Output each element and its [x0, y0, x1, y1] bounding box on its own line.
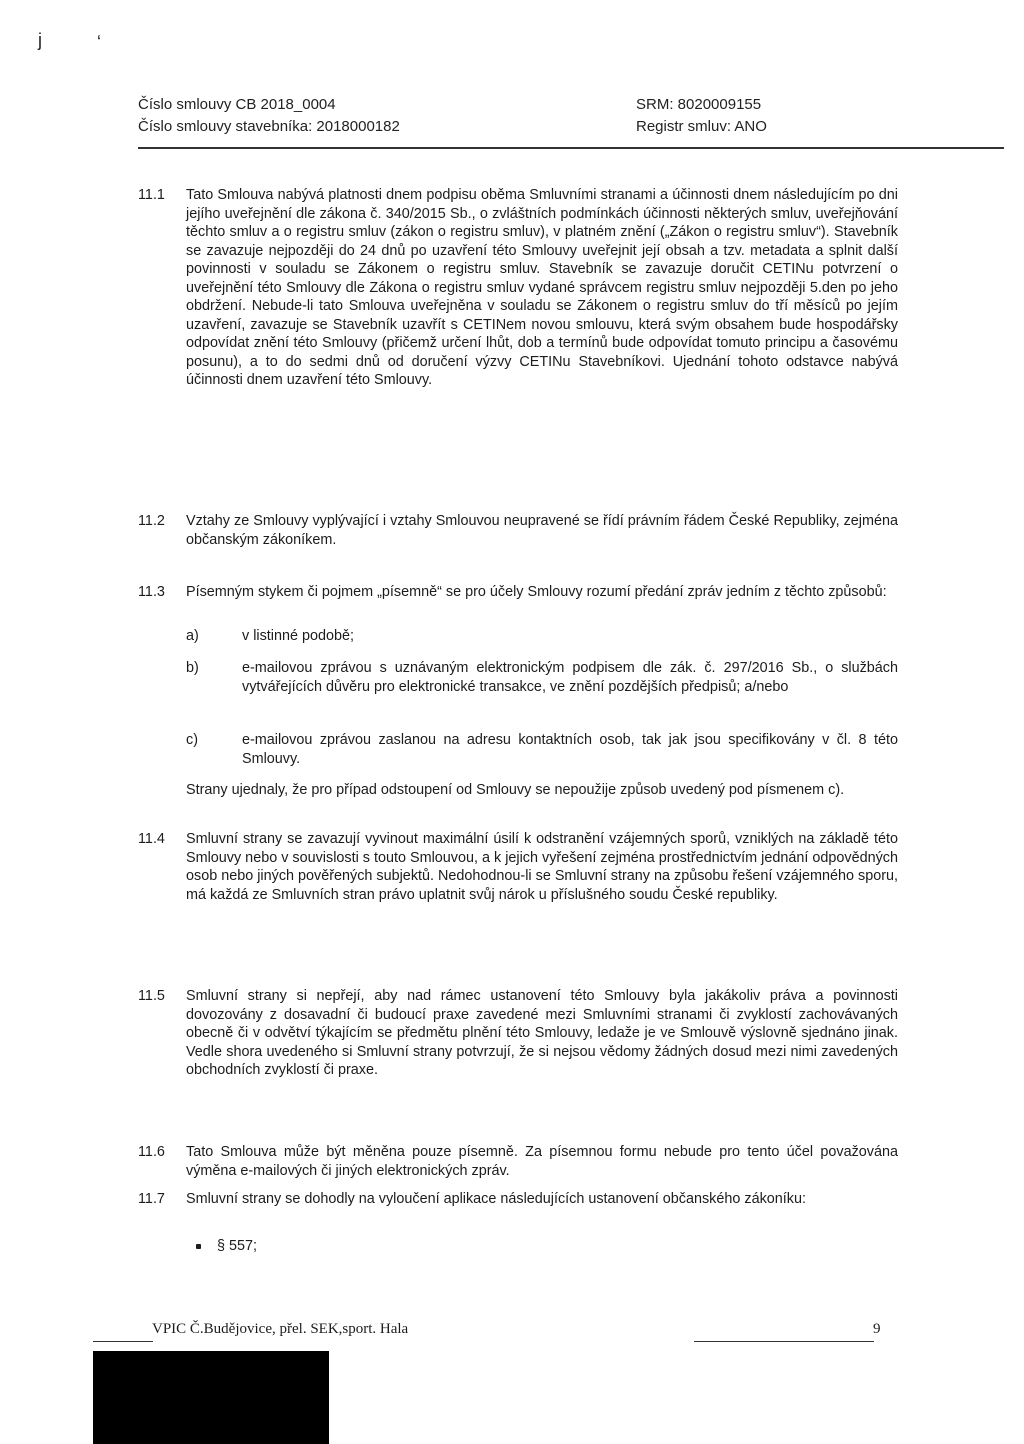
list-item-label: b)	[186, 660, 199, 676]
clause-text: Tato Smlouva nabývá platnosti dnem podpisu oběma Smluvními stranami a účinnosti dnem následujícím po dni jejího uveřejnění dle zákona č. 340/2015 Sb., o zvláštních podmínkách účinnosti některých smluv, uveřejňování těchto smluv a o registru smluv (zákon o registru smluv), v platném znění („Zákon o registru smluv“). Stavebník se zavazuje nejpozději do 24 dnů po uzavření této Smlouvy uveřejnit její obsah a tzv. metadata a splnit další povinnosti v souladu se Zákonem o registru smluv. Stavebník se zavazuje doručit CETINu potvrzení o uveřejnění této Smlouvy dle Zákona o registru smluv vydané správcem registru smluv nejpozději 5.den po jeho obdržení. Nebude-li tato Smlouva uveřejněna v souladu se Zákonem o registru smluv do tří měsíců po jejím uzavření, zavazuje se Stavebník uzavřít s CETINem novou smlouvu, která svým obsahem bude hospodářsky odpovídat znění této Smlouvy (přičemž určení lhůt, dob a termínů bude odpovídat tomuto principu a časovému posunu), a to do sedmi dnů od doručení výzvy CETINu Stavebníkovi. Ujednání tohoto odstavce nabývá účinnosti dnem uzavření této Smlouvy.	[186, 187, 898, 388]
clause-11-2	[138, 512, 898, 549]
clause-text: Smluvní strany se zavazují vyvinout maximální úsilí k odstranění vzájemných sporů, vzniklých na základě této Smlouvy nebo v souvislosti s touto Smlouvou, a k jejich vyřešení zejména prostřednictvím jednání odpovědných osob nebo jiných pověřených subjektů. Nedohodnou-li se Smluvní strany na způsobu řešení vzájemného sporu, má každá ze Smluvních stran právo uplatnit svůj nárok u příslušného soudu České republiky.	[186, 831, 898, 903]
clause-11-6	[138, 1143, 898, 1180]
list-item-label: a)	[186, 628, 199, 644]
clause-closing-text: Strany ujednaly, že pro případ odstoupení od Smlouvy se nepoužije způsob uvedený pod písmenem c).	[186, 782, 845, 798]
list-item-label: c)	[186, 732, 198, 748]
clause-number: 11.4	[138, 831, 165, 847]
bullet-text: § 557;	[217, 1238, 258, 1254]
clause-number: 11.3	[138, 584, 165, 600]
clause-11-3	[138, 583, 898, 602]
clause-text: Smluvní strany si nepřejí, aby nad rámec ustanovení této Smlouvy byla jakákoliv práva a povinnosti dovozovány z dosavadní či budoucí praxe zavedené mezi Smluvními stranami či zvyklostí zachovávaných obecně či v odvětví týkajícím se předmětu plnění této Smlouvy, ledaže je ve Smlouvě výslovně sjednáno jinak. Vedle shora uvedeného si Smluvní strany potvrzují, že si nejsou vědomy žádných dosud mezi nimi zavedených obchodních zvyklostí či praxe.	[186, 988, 898, 1078]
contract-number-cb: Číslo smlouvy CB 2018_0004	[138, 96, 336, 113]
footer-rule-right	[694, 1341, 874, 1342]
list-item-c	[186, 731, 898, 768]
list-item-text: v listinné podobě;	[242, 628, 355, 644]
contract-number-builder: Číslo smlouvy stavebníka: 2018000182	[138, 118, 400, 135]
clause-text: Tato Smlouva může být měněna pouze písemně. Za písemnou formu nebude pro tento účel považována výměna e-mailových či jiných elektronických zpráv.	[186, 1144, 898, 1179]
footer-title: VPIC Č.Budějovice, přel. SEK,sport. Hala	[152, 1321, 409, 1337]
clause-11-1	[138, 186, 898, 390]
bullet-dot	[196, 1244, 201, 1249]
clause-11-4	[138, 830, 898, 904]
scan-mark: j	[38, 30, 42, 50]
clause-11-7	[138, 1190, 898, 1209]
scan-mark: ‘	[97, 32, 101, 52]
registry-flag: Registr smluv: ANO	[636, 118, 767, 135]
list-item-b	[186, 659, 898, 696]
list-item-text: e-mailovou zprávou zaslanou na adresu kontaktních osob, tak jak jsou specifikovány v čl. 8 této Smlouvy.	[242, 732, 898, 767]
clause-number: 11.6	[138, 1144, 165, 1160]
clause-text: Smluvní strany se dohodly na vyloučení aplikace následujících ustanovení občanského zákoníku:	[186, 1191, 806, 1207]
list-item-text: e-mailovou zprávou s uznávaným elektronickým podpisem dle zák. č. 297/2016 Sb., o službách vytvářejících důvěru pro elektronické transakce, ve znění pozdějších předpisů; a/nebo	[242, 660, 898, 695]
header-divider	[138, 147, 1004, 149]
clause-number: 11.5	[138, 988, 165, 1004]
page-number: 9	[873, 1321, 881, 1337]
bullet-item	[196, 1238, 257, 1254]
clause-number: 11.2	[138, 513, 165, 529]
redaction-block	[93, 1351, 329, 1444]
clause-number: 11.1	[138, 187, 165, 203]
clause-text: Písemným stykem či pojmem „písemně“ se pro účely Smlouvy rozumí předání zpráv jedním z těchto způsobů:	[186, 584, 887, 600]
srm-number: SRM: 8020009155	[636, 96, 762, 113]
clause-number: 11.7	[138, 1191, 165, 1207]
footer-rule-left	[93, 1341, 153, 1342]
list-item-a	[186, 627, 898, 646]
clause-11-5	[138, 987, 898, 1080]
clause-11-3-closing	[186, 781, 898, 800]
clause-text: Vztahy ze Smlouvy vyplývající i vztahy Smlouvou neupravené se řídí právním řádem České Republiky, zejména občanským zákoníkem.	[186, 513, 898, 548]
